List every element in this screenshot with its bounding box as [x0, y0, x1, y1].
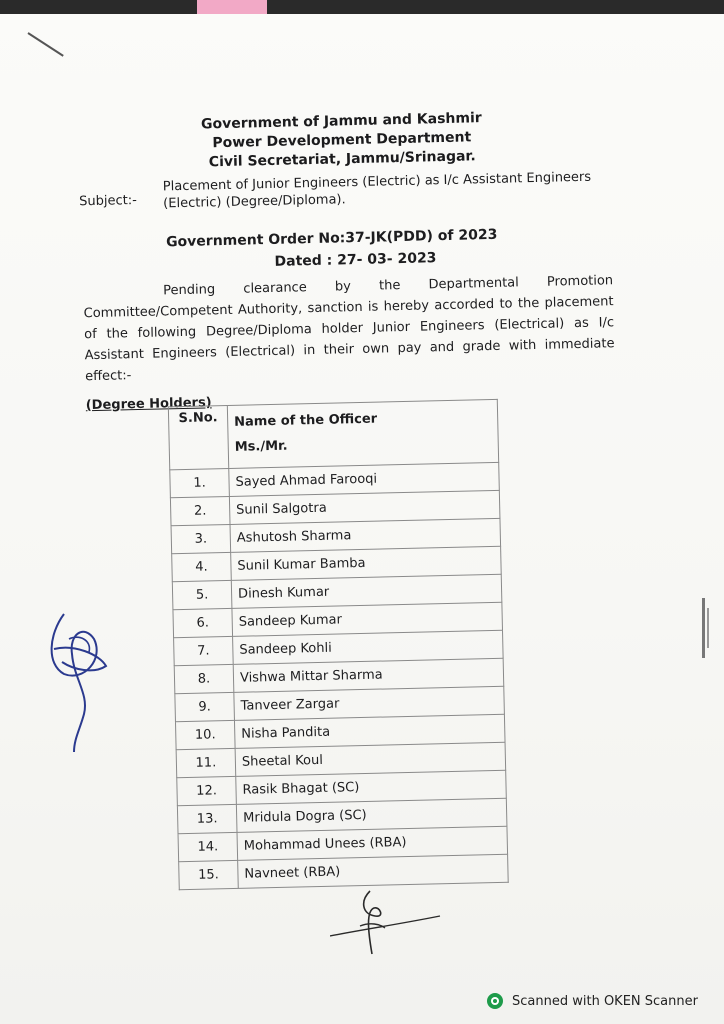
- letterhead-line-3: Civil Secretariat, Jammu/Srinagar.: [208, 148, 476, 171]
- handwritten-signature: [44, 604, 114, 754]
- scanner-text: Scanned with OKEN Scanner: [512, 993, 698, 1009]
- handwritten-initials: [330, 886, 450, 956]
- row-officer-name: Sunil Salgotra: [229, 490, 500, 524]
- officers-table: [168, 399, 509, 890]
- name-header-line-1: Name of the Officer: [234, 411, 378, 430]
- subject-text: Placement of Junior Engineers (Electric) as I/c Assistant Engineers (Electric) (Degree/Diploma).: [162, 169, 592, 212]
- officers-table-body: [170, 462, 508, 889]
- row-officer-name: Sayed Ahmad Farooqi: [229, 462, 500, 496]
- letterhead: [181, 109, 502, 173]
- subject-label: Subject:-: [78, 192, 137, 210]
- row-officer-name: Rasik Bhagat (SC): [236, 770, 507, 804]
- row-officer-name: Dinesh Kumar: [231, 574, 502, 608]
- sno-column-header: S.No.: [168, 405, 228, 469]
- row-serial-number: 12.: [177, 776, 237, 805]
- row-serial-number: 13.: [177, 804, 237, 833]
- row-serial-number: 7.: [174, 636, 234, 665]
- letterhead-line-2: Power Development Department: [212, 129, 472, 152]
- row-officer-name: Vishwa Mittar Sharma: [233, 658, 504, 692]
- row-officer-name: Sandeep Kumar: [232, 602, 503, 636]
- name-column-header: [227, 399, 498, 468]
- row-serial-number: 2.: [170, 496, 230, 525]
- order-paragraph: Pending clearance by the Departmental Promotion Committee/Competent Authority, sanction is hereby accorded to the placement of the following Degree/Diploma holder Junior Engineers (Electrical) as I/c Assistant Engineers (Electrical) in their own pay and grade with immediate effect:-: [83, 273, 615, 385]
- row-serial-number: 4.: [172, 552, 232, 581]
- row-serial-number: 5.: [172, 580, 232, 609]
- row-serial-number: 9.: [175, 692, 235, 721]
- row-officer-name: Nisha Pandita: [234, 714, 505, 748]
- row-serial-number: 8.: [174, 664, 234, 693]
- row-officer-name: Sandeep Kohli: [233, 630, 504, 664]
- row-serial-number: 11.: [176, 748, 236, 777]
- row-serial-number: 3.: [171, 524, 231, 553]
- scanner-footer: [486, 990, 698, 1012]
- row-officer-name: Ashutosh Sharma: [230, 518, 501, 552]
- row-officer-name: Mohammad Unees (RBA): [237, 826, 508, 860]
- row-serial-number: 6.: [173, 608, 233, 637]
- row-officer-name: Sheetal Koul: [235, 742, 506, 776]
- table-header-row: [168, 399, 498, 469]
- name-header-line-2: Ms./Mr.: [234, 438, 288, 455]
- row-serial-number: 14.: [178, 832, 238, 861]
- row-serial-number: 10.: [175, 720, 235, 749]
- degree-holders-heading: (Degree Holders): [85, 395, 212, 414]
- order-number: Government Order No:37-JK(PDD) of 2023: [165, 226, 498, 251]
- page-edge-shadow: [700, 598, 712, 658]
- oken-scanner-icon: [486, 992, 504, 1010]
- row-officer-name: Mridula Dogra (SC): [236, 798, 507, 832]
- row-officer-name: Sunil Kumar Bamba: [231, 546, 502, 580]
- row-officer-name: Tanveer Zargar: [234, 686, 505, 720]
- row-officer-name: Navneet (RBA): [238, 854, 509, 888]
- row-serial-number: 15.: [179, 860, 239, 889]
- letterhead-line-1: Government of Jammu and Kashmir: [200, 110, 482, 133]
- order-date: Dated : 27- 03- 2023: [274, 250, 437, 270]
- row-serial-number: 1.: [170, 468, 230, 497]
